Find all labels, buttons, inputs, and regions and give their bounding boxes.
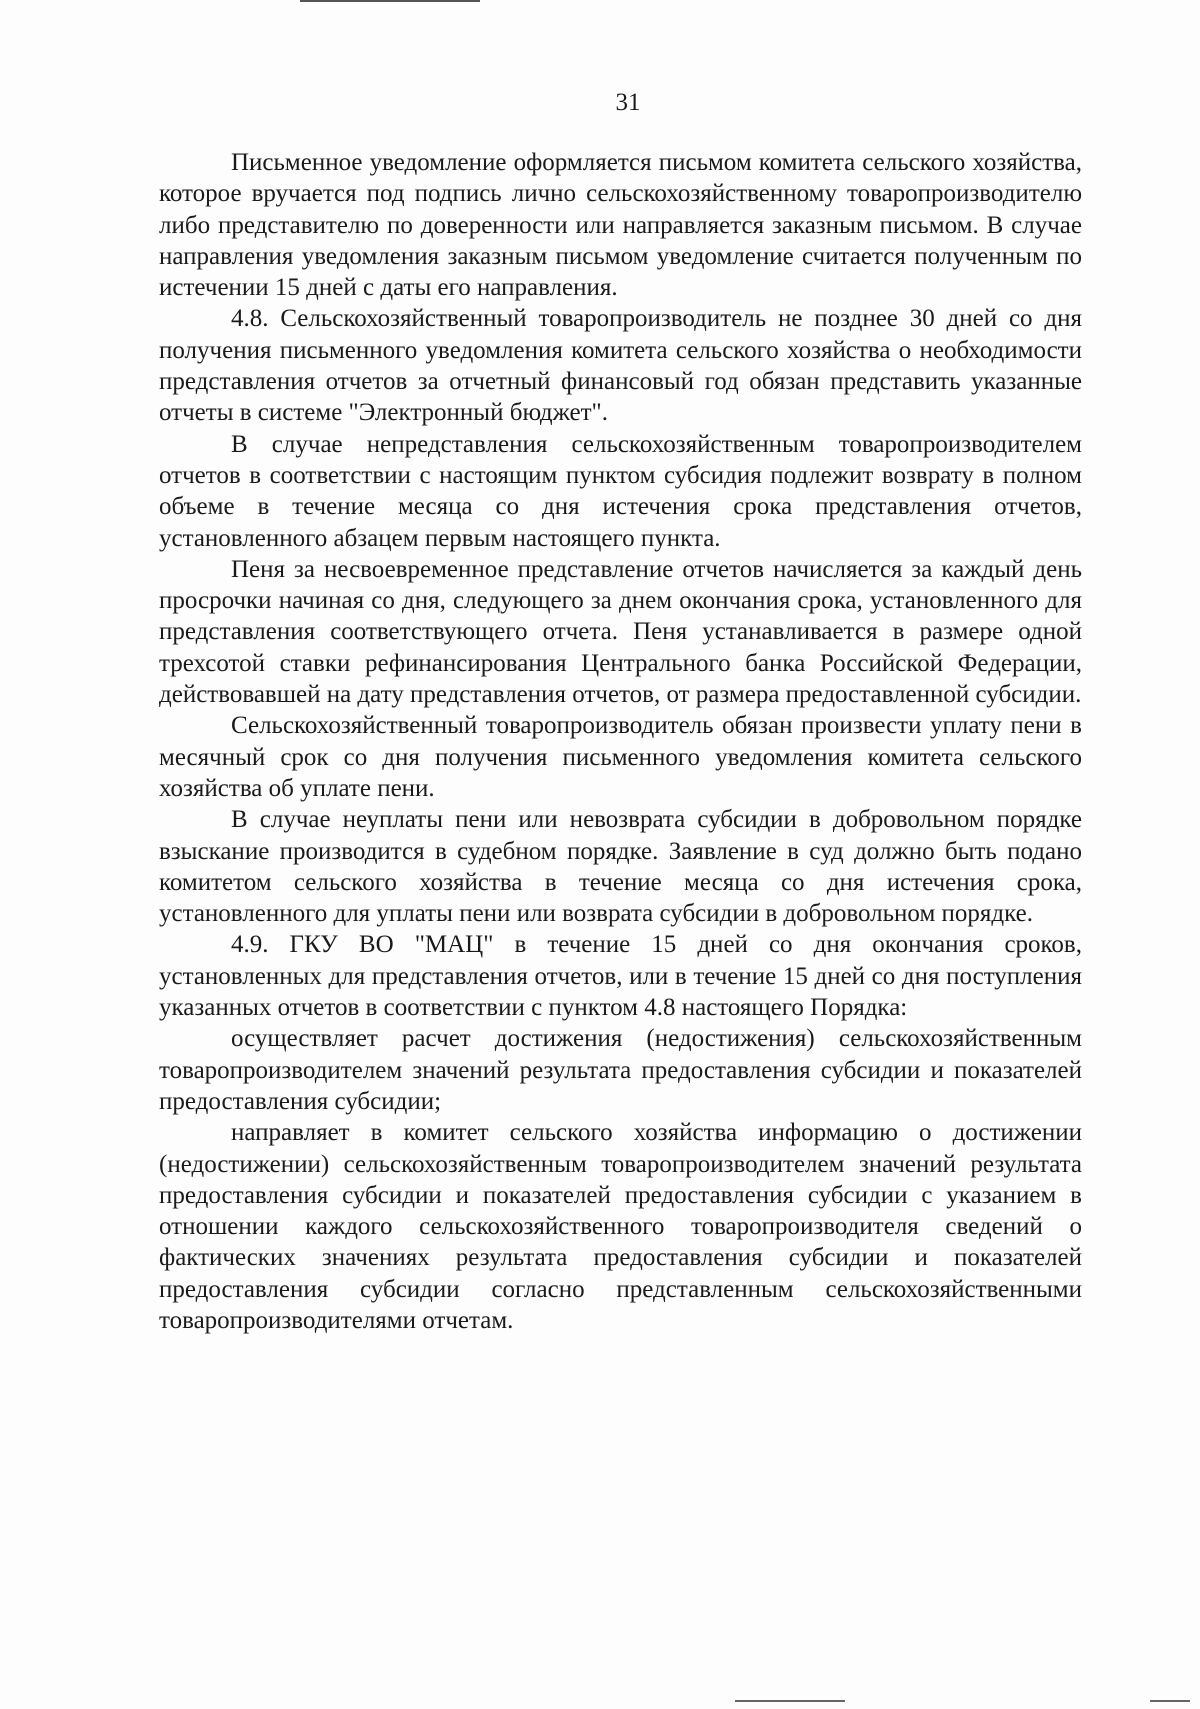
paragraph-penalty: Пеня за несвоевременное представление отчетов начисляется за каждый день просрочки начиная со дня, следующего за днем окончания срока, установленного для представления соответствующего отчета. Пеня устанавливается в размере одной трехсотой ставки рефинансирования Центрального банка Российской Федерации, действовавшей на дату представления отчетов, от размера предоставленной субсидии. — [159, 555, 1082, 709]
paragraph-penalty-payment: Сельскохозяйственный товаропроизводитель обязан произвести уплату пени в месячный срок со дня получения письменного уведомления комитета сельского хозяйства об уплате пени. — [159, 712, 1082, 802]
paragraph-4-8: 4.8. Сельскохозяйственный товаропроизводитель не позднее 30 дней со дня получения письменного уведомления комитета сельского хозяйства о необходимости представления отчетов за отчетный финансовый год обязан представить указанные отчеты в системе "Электронный бюджет". — [159, 305, 1082, 427]
page-number: 31 — [615, 89, 641, 116]
scan-artifact-corner — [1150, 1700, 1190, 1702]
paragraph-court-recovery: В случае неуплаты пени или невозврата субсидии в добровольном порядке взыскание производится в судебном порядке. Заявление в суд должно быть подано комитетом сельского хозяйства в течение месяца со дня истечения срока, установленного для уплаты пени или возврата субсидии в добровольном порядке. — [159, 806, 1082, 928]
paragraph-information-report: направляет в комитет сельского хозяйства информацию о достижении (недостижении) сельскохозяйственным товаропроизводителем значений результата предоставления субсидии и показателей предоставления субсидии с указанием в отношении каждого сельскохозяйственного товаропроизводителя сведений о фактических значениях результата предоставления субсидии и показателей предоставления субсидии согласно представленным сельскохозяйственными товаропроизводителями отчетам. — [159, 1119, 1082, 1334]
scan-artifact-bottom — [735, 1700, 845, 1702]
scan-artifact-top — [300, 0, 480, 2]
paragraph-calculation: осуществляет расчет достижения (недостижения) сельскохозяйственным товаропроизводителем значений результата предоставления субсидии и показателей предоставления субсидии; — [159, 1025, 1082, 1115]
document-body — [159, 147, 1082, 1336]
paragraph-4-9: 4.9. ГКУ ВО "МАЦ" в течение 15 дней со дня окончания сроков, установленных для представления отчетов, или в течение 15 дней со дня поступления указанных отчетов в соответствии с пунктом 4.8 настоящего Порядка: — [159, 931, 1082, 1022]
paragraph-notification-form: Письменное уведомление оформляется письмом комитета сельского хозяйства, которое вручается под подпись лично сельскохозяйственному товаропроизводителю либо представителю по доверенности или направляется заказным письмом. В случае направления уведомления заказным письмом уведомление считается полученным по истечении 15 дней с даты его направления. — [159, 149, 1082, 302]
paragraph-non-submission: В случае непредставления сельскохозяйственным товаропроизводителем отчетов в соответствии с настоящим пунктом субсидия подлежит возврату в полном объеме в течение месяца со дня истечения срока представления отчетов, установленного абзацем первым настоящего пункта. — [159, 430, 1082, 552]
